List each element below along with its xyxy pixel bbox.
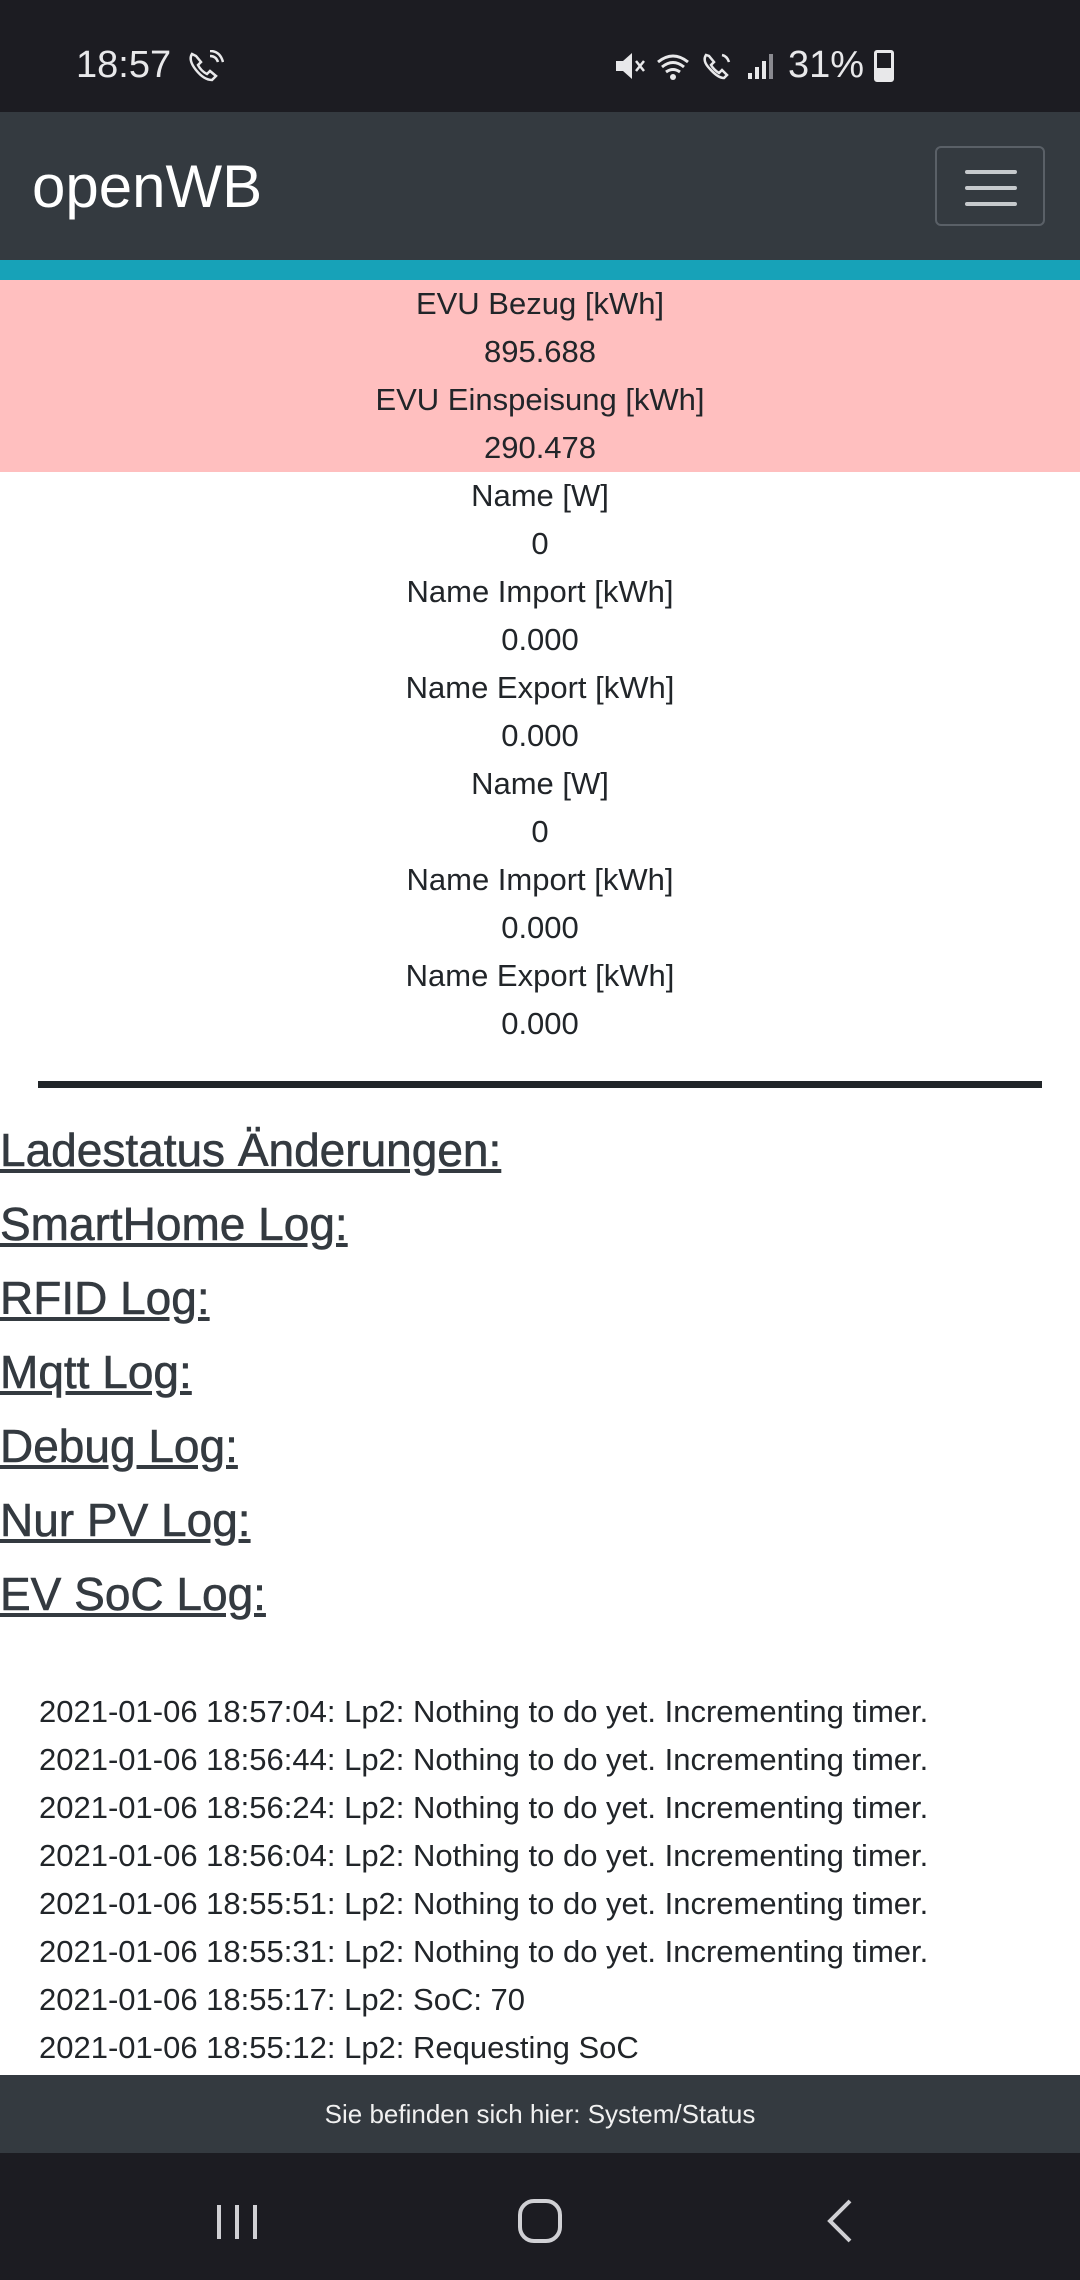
hamburger-icon bbox=[965, 170, 1017, 174]
status-icons bbox=[612, 44, 894, 87]
log-line: 2021-01-06 18:56:24: Lp2: Nothing to do yet. Incrementing timer. bbox=[39, 1790, 929, 1825]
nur-pv-log-link[interactable]: Nur PV Log: bbox=[0, 1494, 251, 1546]
device-import-value: 0.000 bbox=[501, 910, 579, 945]
hamburger-icon bbox=[965, 186, 1017, 190]
device-import-label: Name Import [kWh] bbox=[406, 574, 674, 609]
debug-log-link[interactable]: Debug Log: bbox=[0, 1420, 238, 1472]
system-navigation-bar bbox=[0, 2153, 1080, 2280]
evu-bezug-value: 895.688 bbox=[483, 334, 597, 369]
log-line: 2021-01-06 18:55:31: Lp2: Nothing to do yet. Incrementing timer. bbox=[39, 1934, 929, 1969]
recent-apps-icon[interactable] bbox=[207, 2191, 267, 2251]
log-line: 2021-01-06 18:55:12: Lp2: Requesting SoC bbox=[39, 2030, 639, 2065]
evu-einspeisung-value: 290.478 bbox=[483, 430, 597, 465]
device-section bbox=[0, 472, 1080, 1048]
mqtt-log-link[interactable]: Mqtt Log: bbox=[0, 1346, 192, 1398]
log-links bbox=[0, 1118, 501, 1636]
ev-soc-log-link[interactable]: EV SoC Log: bbox=[0, 1568, 266, 1620]
log-line: 2021-01-06 18:56:44: Lp2: Nothing to do yet. Incrementing timer. bbox=[39, 1742, 929, 1777]
rfid-log-link[interactable]: RFID Log: bbox=[0, 1272, 210, 1324]
volte-icon bbox=[700, 49, 734, 83]
ladestatus-log-link[interactable]: Ladestatus Änderungen: bbox=[0, 1124, 502, 1176]
brand-logo-text[interactable]: openWB bbox=[32, 153, 263, 220]
log-line: 2021-01-06 18:55:51: Lp2: Nothing to do yet. Incrementing timer. bbox=[39, 1886, 929, 1921]
status-time: 18:57 bbox=[76, 44, 172, 86]
app-navbar bbox=[0, 112, 1080, 260]
device-import-value: 0.000 bbox=[501, 622, 579, 657]
device-power-value: 0 bbox=[531, 814, 549, 849]
back-icon[interactable] bbox=[812, 2191, 872, 2251]
log-line: 2021-01-06 18:55:17: Lp2: SoC: 70 bbox=[39, 1982, 526, 2017]
menu-toggle-button[interactable] bbox=[935, 146, 1045, 226]
mute-icon bbox=[612, 49, 646, 83]
device-power-value: 0 bbox=[531, 526, 549, 561]
device-export-value: 0.000 bbox=[501, 718, 579, 753]
device-export-label: Name Export [kWh] bbox=[405, 958, 675, 993]
device-power-label: Name [W] bbox=[471, 766, 609, 801]
evu-section bbox=[0, 280, 1080, 472]
signal-icon bbox=[744, 49, 778, 83]
section-divider bbox=[38, 1081, 1042, 1088]
device-export-label: Name Export [kWh] bbox=[405, 670, 675, 705]
device-import-label: Name Import [kWh] bbox=[406, 862, 674, 897]
wifi-calling-icon bbox=[186, 50, 224, 84]
device-power-label: Name [W] bbox=[471, 478, 609, 513]
wifi-icon bbox=[656, 49, 690, 83]
log-line: 2021-01-06 18:56:04: Lp2: Nothing to do yet. Incrementing timer. bbox=[39, 1838, 929, 1873]
ev-soc-log-content bbox=[39, 1688, 928, 2072]
scrolled-section-strip bbox=[0, 260, 1080, 280]
location-footer: Sie befinden sich hier: System/Status bbox=[0, 2075, 1080, 2153]
status-bar bbox=[0, 0, 1080, 112]
home-icon[interactable] bbox=[510, 2191, 570, 2251]
evu-einspeisung-label: EVU Einspeisung [kWh] bbox=[375, 382, 705, 417]
device-export-value: 0.000 bbox=[501, 1006, 579, 1041]
battery-percent: 31% bbox=[787, 44, 864, 86]
evu-bezug-label: EVU Bezug [kWh] bbox=[415, 286, 665, 321]
hamburger-icon bbox=[965, 202, 1017, 206]
log-line: 2021-01-06 18:57:04: Lp2: Nothing to do yet. Incrementing timer. bbox=[39, 1694, 929, 1729]
smarthome-log-link[interactable]: SmartHome Log: bbox=[0, 1198, 348, 1250]
battery-charging-icon bbox=[874, 50, 894, 82]
